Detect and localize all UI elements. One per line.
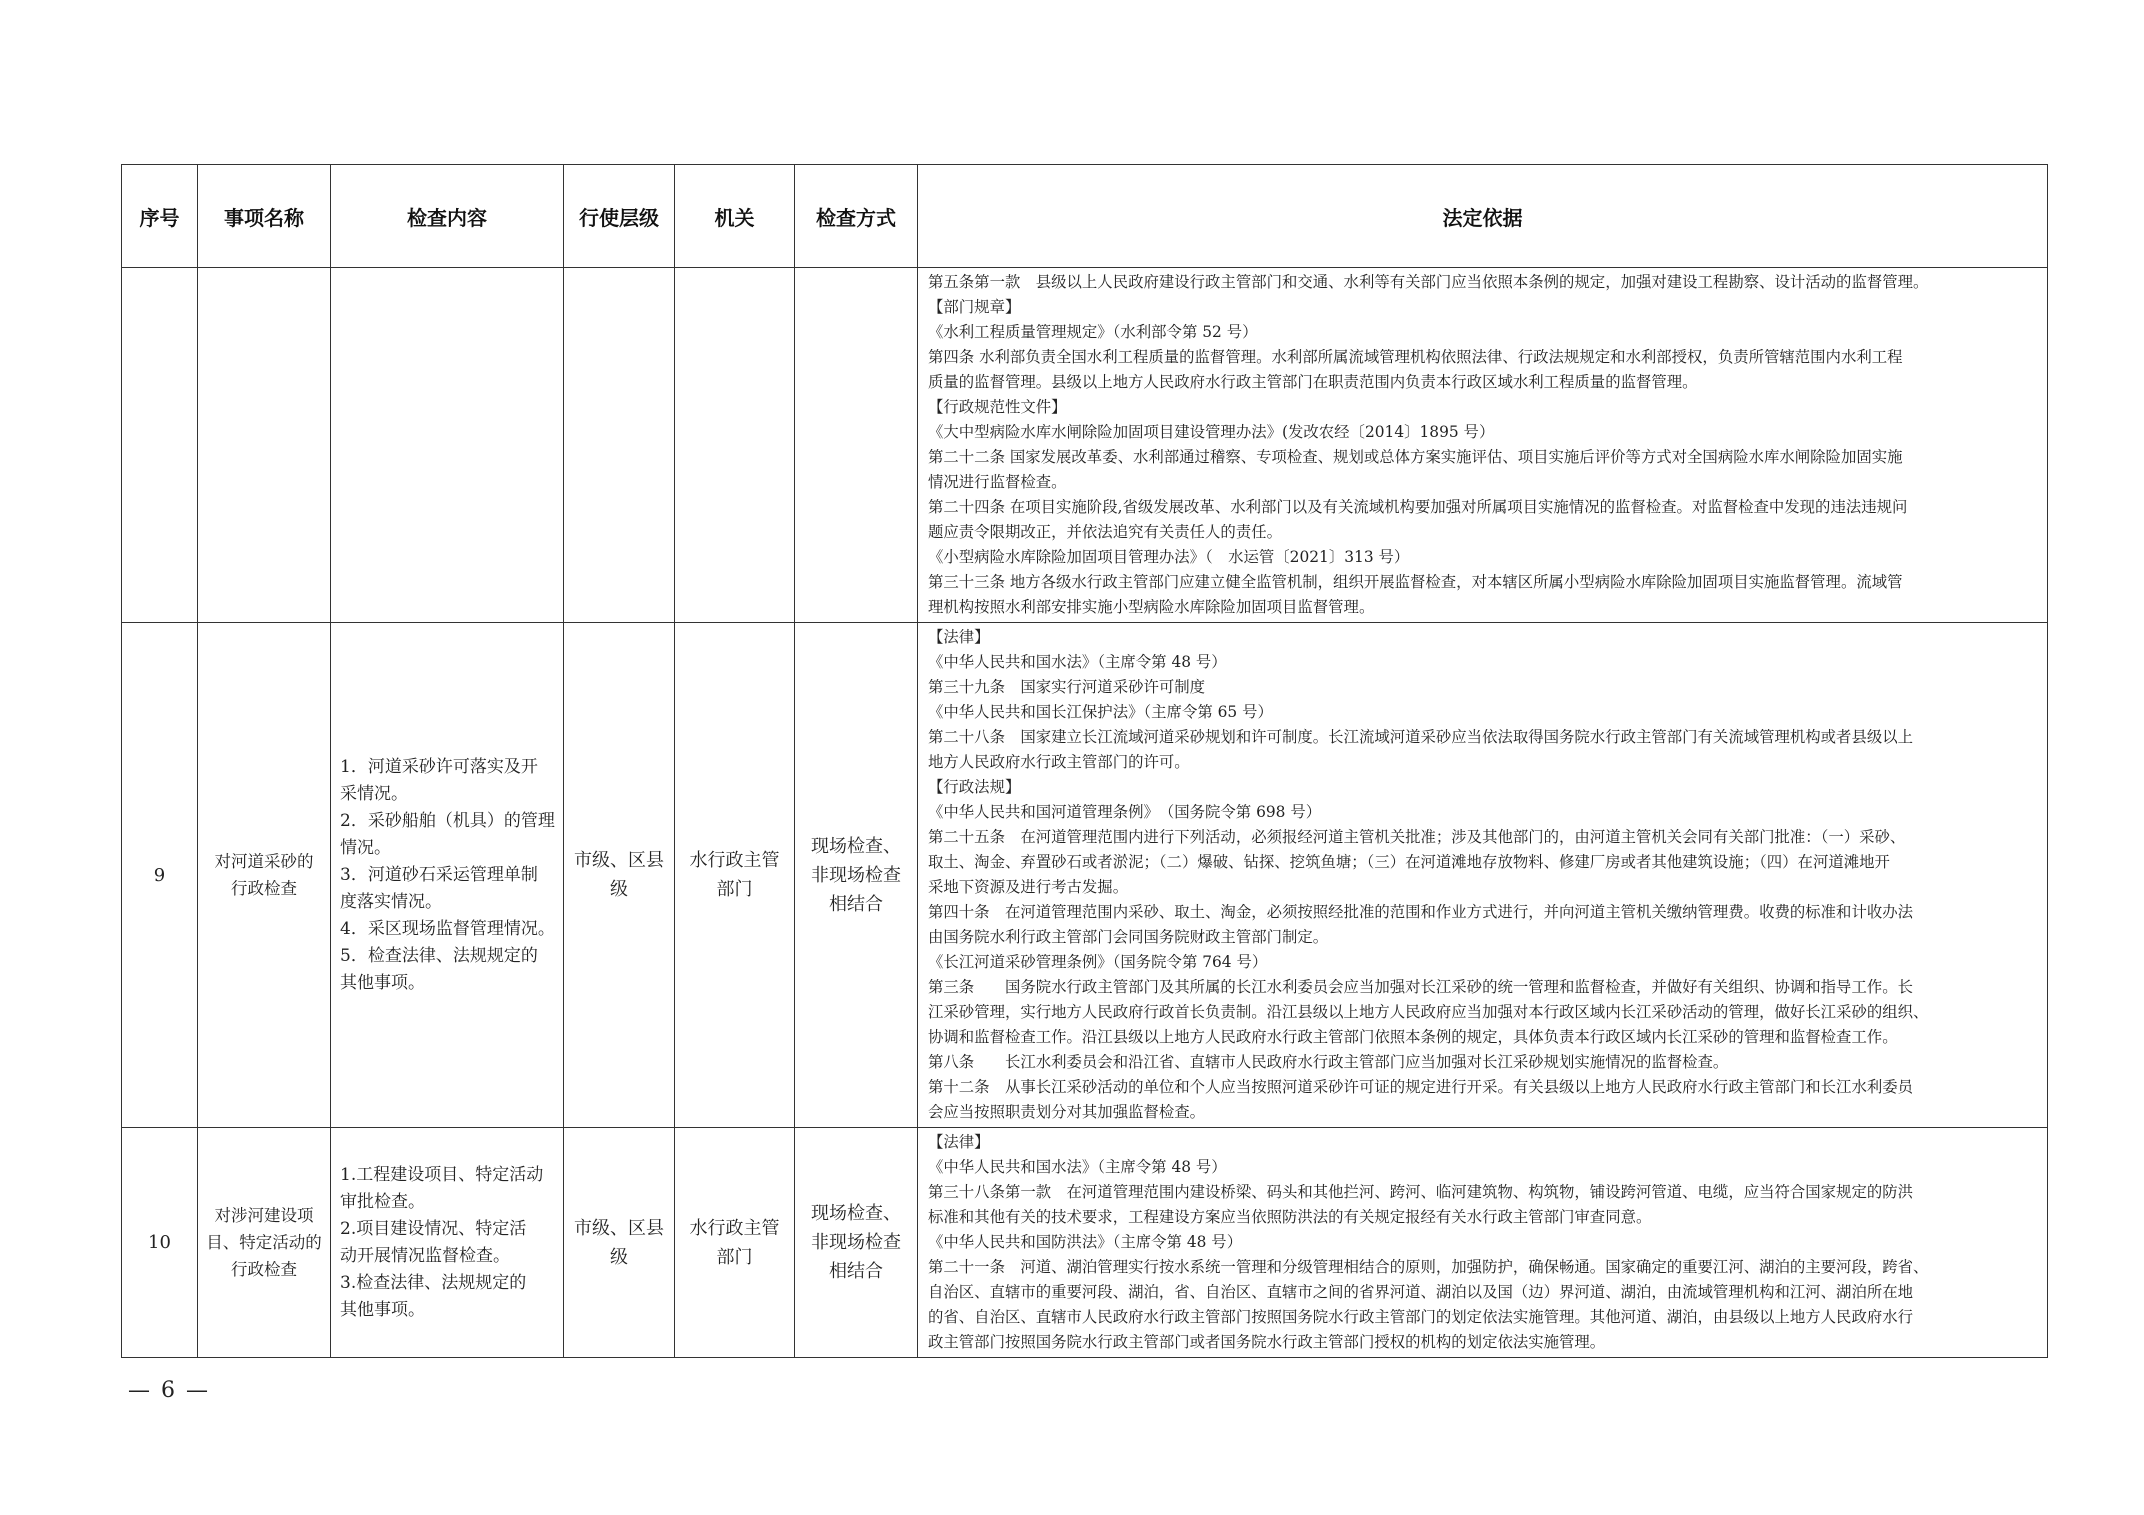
inspection-method-line: 非现场检查 <box>811 1232 901 1253</box>
inspection-content <box>331 268 564 623</box>
legal-basis-line: 标准和其他有关的技术要求，工程建设方案应当依照防洪法的有关规定报经有关水行政主管部门审查同意。 <box>928 1208 1652 1226</box>
legal-basis-line: 第三十三条 地方各级水行政主管部门应建立健全监管机制，组织开展监督检查，对本辖区所属小型病险水库除险加固项目实施监督管理。流域管 <box>928 573 1903 591</box>
agency-line: 部门 <box>716 1246 753 1268</box>
item-name-line: 对河道采砂的 <box>214 852 314 871</box>
legal-basis <box>918 268 2048 623</box>
item-name <box>198 1128 331 1358</box>
legal-basis-line: 地方人民政府水行政主管部门的许可。 <box>928 753 1190 771</box>
inspection-method-line: 现场检查、 <box>811 835 901 857</box>
legal-basis-line: 第四十条 在河道管理范围内采砂、取土、淘金，必须按照经批准的范围和作业方式进行，并向河道主管机关缴纳管理费。收费的标准和计收办法 <box>928 903 1914 921</box>
exercise-level <box>564 268 675 623</box>
inspection-content-line: 1．河道采砂许可落实及开 <box>340 756 538 777</box>
exercise-level-line: 市级、区县 <box>574 850 664 871</box>
legal-basis-line: 第三十九条 国家实行河道采砂许可制度 <box>928 678 1206 696</box>
table-row <box>122 1128 2048 1358</box>
inspection-content <box>331 623 564 1128</box>
header-index: 序号 <box>122 165 198 268</box>
inspection-method-line: 相结合 <box>829 893 883 915</box>
legal-basis-line: 政主管部门按照国务院水行政主管部门或者国务院水行政主管部门授权的机构的划定依法实施管理。 <box>928 1333 1606 1351</box>
legal-basis-line: 质量的监督管理。县级以上地方人民政府水行政主管部门在职责范围内负责本行政区域水利工程质量的监督管理。 <box>928 373 1698 391</box>
legal-basis <box>918 623 2048 1128</box>
legal-basis-line: 《小型病险水库除险加固项目管理办法》（ 水运管〔2021〕313 号） <box>928 548 1410 566</box>
inspection-content-line: 审批检查。 <box>340 1191 425 1212</box>
inspection-content-line: 4．采区现场监督管理情况。 <box>340 918 555 939</box>
legal-basis-line: 会应当按照职责划分对其加强监督检查。 <box>928 1103 1206 1121</box>
inspection-method <box>795 623 918 1128</box>
header-row <box>122 165 2048 268</box>
header-level: 行使层级 <box>564 165 675 268</box>
item-name <box>198 268 331 623</box>
legal-basis-line: 第八条 长江水利委员会和沿江省、直辖市人民政府水行政主管部门应当加强对长江采砂规划实施情况的监督检查。 <box>928 1053 1729 1071</box>
legal-basis-line: 第二十四条 在项目实施阶段,省级发展改革、水利部门以及有关流域机构要加强对所属项目实施情况的监督检查。对监督检查中发现的违法违规问 <box>928 498 1908 516</box>
inspection-content-line: 动开展情况监督检查。 <box>340 1245 510 1266</box>
inspection-content-line: 采情况。 <box>340 783 408 804</box>
legal-basis-line: 第五条第一款 县级以上人民政府建设行政主管部门和交通、水利等有关部门应当依照本条例的规定，加强对建设工程勘察、设计活动的监督管理。 <box>928 273 1929 291</box>
legal-basis-line: 【法律】 <box>928 1133 990 1151</box>
legal-basis-line: 《中华人民共和国水法》（主席令第 48 号） <box>928 653 1227 671</box>
agency-line: 水行政主管 <box>689 1217 780 1239</box>
inspection-content-line: 度落实情况。 <box>340 891 442 912</box>
legal-basis-line: 【行政法规】 <box>928 778 1021 796</box>
inspection-content-line: 其他事项。 <box>340 1299 425 1320</box>
legal-basis-line: 自治区、直辖市的重要河段、湖泊，省、自治区、直辖市之间的省界河道、湖泊以及国（边）界河道、湖泊，由流域管理机构和江河、湖泊所在地 <box>928 1283 1914 1301</box>
inspection-method-line: 相结合 <box>829 1261 883 1282</box>
page-number: — 6 — <box>128 1378 210 1403</box>
legal-basis-line: 理机构按照水利部安排实施小型病险水库除险加固项目监督管理。 <box>928 598 1375 616</box>
legal-basis-line: 第二十二条 国家发展改革委、水利部通过稽察、专项检查、规划或总体方案实施评估、项目实施后评价等方式对全国病险水库水闸除险加固实施 <box>928 448 1903 466</box>
legal-basis-line: 第二十五条 在河道管理范围内进行下列活动，必须报经河道主管机关批准；涉及其他部门的，由河道主管机关会同有关部门批准：（一）采砂、 <box>928 828 1906 846</box>
legal-basis-line: 【部门规章】 <box>928 298 1021 316</box>
inspection-content <box>331 1128 564 1358</box>
legal-basis-line: 《中华人民共和国河道管理条例》 （国务院令第 698 号） <box>928 803 1322 821</box>
agency <box>675 1128 795 1358</box>
legal-basis-line: 《中华人民共和国水法》（主席令第 48 号） <box>928 1158 1227 1176</box>
inspection-method <box>795 268 918 623</box>
legal-basis-line: 第二十一条 河道、湖泊管理实行按水系统一管理和分级管理相结合的原则，加强防护，确保畅通。国家确定的重要江河、湖泊的主要河段，跨省、 <box>928 1258 1929 1276</box>
legal-basis-line: 江采砂管理，实行地方人民政府行政首长负责制。沿江县级以上地方人民政府应当加强对本行政区域内长江采砂活动的管理，做好长江采砂的组织、 <box>928 1003 1929 1021</box>
legal-basis-line: 第十二条 从事长江采砂活动的单位和个人应当按照河道采砂许可证的规定进行开采。有关县级以上地方人民政府水行政主管部门和长江水利委员 <box>928 1078 1914 1096</box>
legal-basis-line: 《水利工程质量管理规定》（水利部令第 52 号） <box>928 323 1258 341</box>
item-name-line: 行政检查 <box>231 879 297 898</box>
table-row <box>122 268 2048 623</box>
inspection-content-line: 2．采砂船舶（机具）的管理 <box>340 810 555 831</box>
agency-line: 水行政主管 <box>689 850 780 871</box>
inspection-table <box>121 164 2048 1358</box>
inspection-content-line: 2.项目建设情况、特定活 <box>340 1218 527 1239</box>
inspection-content-line: 其他事项。 <box>340 972 425 993</box>
item-name-line: 对涉河建设项 <box>214 1206 314 1225</box>
legal-basis-line: 题应责令限期改正，并依法追究有关责任人的责任。 <box>928 523 1282 541</box>
inspection-content-line: 1.工程建设项目、特定活动 <box>340 1164 544 1185</box>
inspection-content-line: 3.检查法律、法规规定的 <box>340 1272 527 1293</box>
row-index <box>122 268 198 623</box>
table-row <box>122 623 2048 1128</box>
legal-basis-line: 《中华人民共和国防洪法》（主席令第 48 号） <box>928 1233 1243 1251</box>
agency-line: 部门 <box>716 879 753 900</box>
legal-basis-line: 协调和监督检查工作。沿江县级以上地方人民政府水行政主管部门依照本条例的规定，具体负责本行政区域内长江采砂的管理和监督检查工作。 <box>928 1028 1898 1046</box>
inspection-content-line: 情况。 <box>340 837 391 858</box>
row-index: 10 <box>122 1128 198 1358</box>
header-item-name: 事项名称 <box>198 165 331 268</box>
legal-basis-line: 采地下资源及进行考古发掘。 <box>928 878 1129 896</box>
header-content: 检查内容 <box>331 165 564 268</box>
legal-basis-line: 由国务院水利行政主管部门会同国务院财政主管部门制定。 <box>928 928 1329 946</box>
legal-basis-line: 【行政规范性文件】 <box>928 398 1067 416</box>
inspection-content-line: 5．检查法律、法规规定的 <box>340 945 538 966</box>
legal-basis-line: 第三条 国务院水行政主管部门及其所属的长江水利委员会应当加强对长江采砂的统一管理和监督检查，并做好有关组织、协调和指导工作。长 <box>928 978 1914 996</box>
item-name <box>198 623 331 1128</box>
exercise-level-line: 市级、区县 <box>574 1217 664 1239</box>
exercise-level-line: 级 <box>610 1246 628 1268</box>
header-method: 检查方式 <box>795 165 918 268</box>
legal-basis-line: 《长江河道采砂管理条例》（国务院令第 764 号） <box>928 953 1268 971</box>
inspection-method-line: 现场检查、 <box>811 1203 901 1224</box>
inspection-method-line: 非现场检查 <box>811 864 901 886</box>
legal-basis-line: 第四条 水利部负责全国水利工程质量的监督管理。水利部所属流域管理机构依照法律、行政法规规定和水利部授权，负责所管辖范围内水利工程 <box>928 348 1903 366</box>
legal-basis-line: 【法律】 <box>928 628 990 646</box>
agency <box>675 623 795 1128</box>
item-name-line: 目、特定活动的 <box>206 1233 322 1252</box>
header-agency: 机关 <box>675 165 795 268</box>
inspection-content-line: 3．河道砂石采运管理单制 <box>340 864 538 885</box>
legal-basis-line: 的省、自治区、直辖市人民政府水行政主管部门按照国务院水行政主管部门的划定依法实施管理。其他河道、湖泊，由县级以上地方人民政府水行 <box>928 1308 1914 1326</box>
inspection-method <box>795 1128 918 1358</box>
exercise-level <box>564 623 675 1128</box>
legal-basis-line: 情况进行监督检查。 <box>928 473 1067 491</box>
exercise-level-line: 级 <box>610 879 628 900</box>
legal-basis-line: 《大中型病险水库水闸除险加固项目建设管理办法》(发改农经〔2014〕1895 号） <box>928 423 1495 441</box>
exercise-level <box>564 1128 675 1358</box>
item-name-line: 行政检查 <box>231 1260 297 1279</box>
legal-basis-line: 取土、淘金、弃置砂石或者淤泥；（二）爆破、钻探、挖筑鱼塘；（三）在河道滩地存放物料、修建厂房或者其他建筑设施；（四）在河道滩地开 <box>928 853 1890 871</box>
legal-basis-line: 第三十八条第一款 在河道管理范围内建设桥梁、码头和其他拦河、跨河、临河建筑物、构筑物，铺设跨河管道、电缆，应当符合国家规定的防洪 <box>928 1183 1914 1201</box>
agency <box>675 268 795 623</box>
legal-basis <box>918 1128 2048 1358</box>
legal-basis-line: 《中华人民共和国长江保护法》（主席令第 65 号） <box>928 703 1273 721</box>
row-index: 9 <box>122 623 198 1128</box>
legal-basis-line: 第二十八条 国家建立长江流域河道采砂规划和许可制度。长江流域河道采砂应当依法取得国务院水行政主管部门有关流域管理机构或者县级以上 <box>928 728 1914 746</box>
header-legal-basis: 法定依据 <box>918 165 2048 268</box>
